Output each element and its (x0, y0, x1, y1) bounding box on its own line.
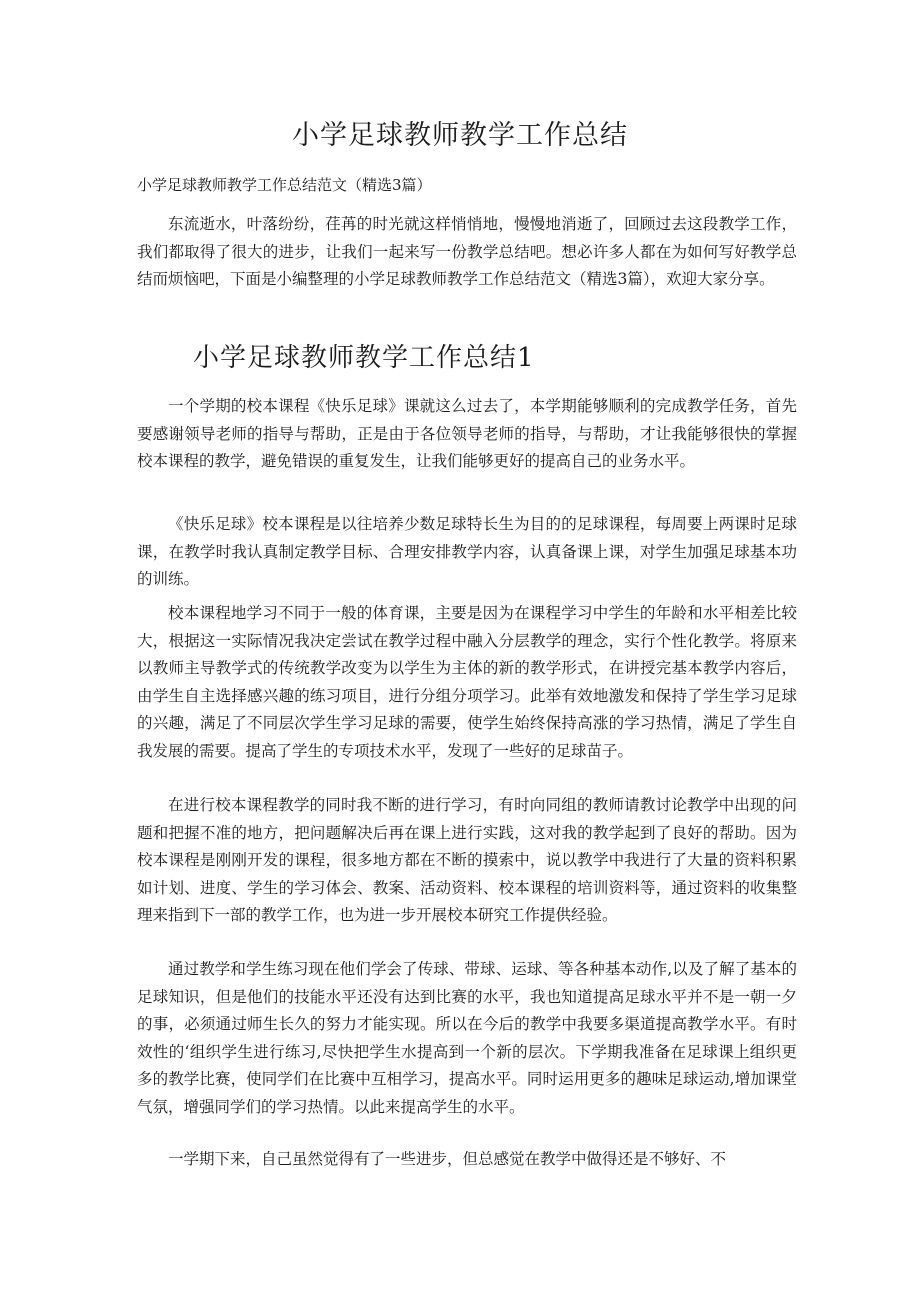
body-paragraph: 校本课程地学习不同于一般的体育课，主要是因为在课程学习中学生的年龄和水平相差比较大，根据这一实际情况我决定尝试在教学过程中融入分层教学的理念，实行个性化教学。将原来以教师主导教学式的传统教学改变为以学生为主体的新的教学形式，在讲授完基本教学内容后，由学生自主选择感兴趣的练习项目，进行分组分项学习。此举有效地激发和保持了学生学习足球的兴趣，满足了不同层次学生学习足球的需要，使学生始终保持高涨的学习热情，满足了学生自我发展的需要。提高了学生的专项技术水平，发现了一些好的足球苗子。 (137, 604, 797, 760)
intro-paragraph: 东流逝水，叶落纷纷，荏苒的时光就这样悄悄地，慢慢地消逝了，回顾过去这段教学工作，我们都取得了很大的进步，让我们一起来写一份教学总结吧。想必许多人都在为如何写好教学总结而烦恼吧，下面是小编整理的小学足球教师教学工作总结范文（精选3篇），欢迎大家分享。 (137, 215, 797, 288)
body-paragraph: 一学期下来，自己虽然觉得有了一些进步，但总感觉在教学中做得还是不够好、不 (168, 1150, 727, 1168)
document-title: 小学足球教师教学工作总结 (292, 120, 628, 151)
section-title: 小学足球教师教学工作总结1 (193, 343, 535, 373)
body-paragraph: 在进行校本课程教学的同时我不断的进行学习，有时向同组的教师请教讨论教学中出现的问题和把握不准的地方，把问题解决后再在课上进行实践，这对我的教学起到了良好的帮助。因为校本课程是刚刚开发的课程，很多地方都在不断的摸索中，说以教学中我进行了大量的资料积累如计划、进度、学生的学习体会、教案、活动资料、校本课程的培训资料等，通过资料的收集整理来指到下一部的教学工作，也为进一步开展校本研究工作提供经验。 (137, 796, 797, 924)
body-paragraph: 通过教学和学生练习现在他们学会了传球、带球、运球、等各种基本动作,以及了解了基本的足球知识，但是他们的技能水平还没有达到比赛的水平，我也知道提高足球水平并不是一朝一夕的事，必须通过师生长久的努力才能实现。所以在今后的教学中我要多渠道提高教学水平。有时效性的‘组织学生进行练习,尽快把学生水提高到一个新的层次。下学期我准备在足球课上组织更多的教学比赛，使同学们在比赛中互相学习，提高水平。同时运用更多的趣味足球运动,增加课堂气氛，增强同学们的学习热情。以此来提高学生的水平。 (137, 960, 797, 1116)
body-paragraph: 《快乐足球》校本课程是以往培养少数足球特长生为目的的足球课程，每周要上两课时足球课，在教学时我认真制定教学目标、合理安排教学内容，认真备课上课，对学生加强足球基本功的训练。 (137, 515, 797, 588)
body-paragraph: 一个学期的校本课程《快乐足球》课就这么过去了，本学期能够顺利的完成教学任务，首先要感谢领导老师的指导与帮助，正是由于各位领导老师的指导，与帮助，才让我能够很快的掌握校本课程的教学，避免错误的重复发生，让我们能够更好的提高自己的业务水平。 (137, 397, 797, 470)
document-subtitle: 小学足球教师教学工作总结范文（精选3篇） (137, 176, 432, 194)
